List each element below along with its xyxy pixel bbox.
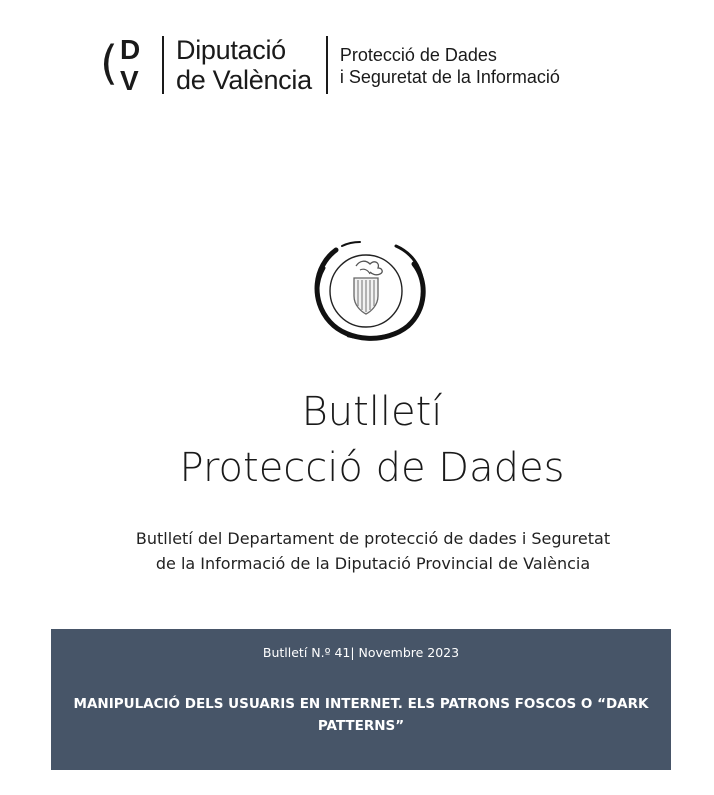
logo-letter-d: D [120, 34, 141, 65]
dept-name-line1: Protecció de Dades [339, 45, 497, 65]
headline-line1: MANIPULACIÓ DELS USUARIS EN INTERNET. ELS PATRONS FOSCOS O “DARK [73, 696, 649, 712]
headline-line2: PATTERNS” [317, 718, 405, 734]
issue-banner [51, 629, 671, 770]
issue-number-date: Butlletí N.º 41| Novembre 2023 [262, 645, 460, 660]
organization-name [176, 35, 312, 95]
title-line1: Butlletí [301, 389, 443, 435]
header [100, 30, 560, 100]
subtitle-line1: Butlletí del Departament de protecció de dades i Seguretat [135, 529, 611, 548]
org-name-line1: Diputació [176, 35, 286, 65]
header-divider [326, 36, 328, 94]
subtitle-line2: de la Informació de la Diputació Provincial de València [155, 554, 591, 573]
dv-logo [100, 34, 152, 96]
logo-bracket: ( [100, 36, 118, 90]
coat-of-arms-emblem-icon [304, 238, 428, 344]
dept-name-line2: i Seguretat de la Informació [339, 67, 560, 87]
title-line2: Protecció de Dades [179, 445, 565, 491]
bulletin-subtitle [0, 526, 714, 576]
issue-headline [71, 693, 651, 737]
org-name-line2: de València [176, 65, 312, 95]
bulletin-title [0, 384, 714, 496]
logo-divider [162, 36, 164, 94]
logo-letter-v: V [120, 65, 139, 96]
department-name [340, 44, 560, 88]
